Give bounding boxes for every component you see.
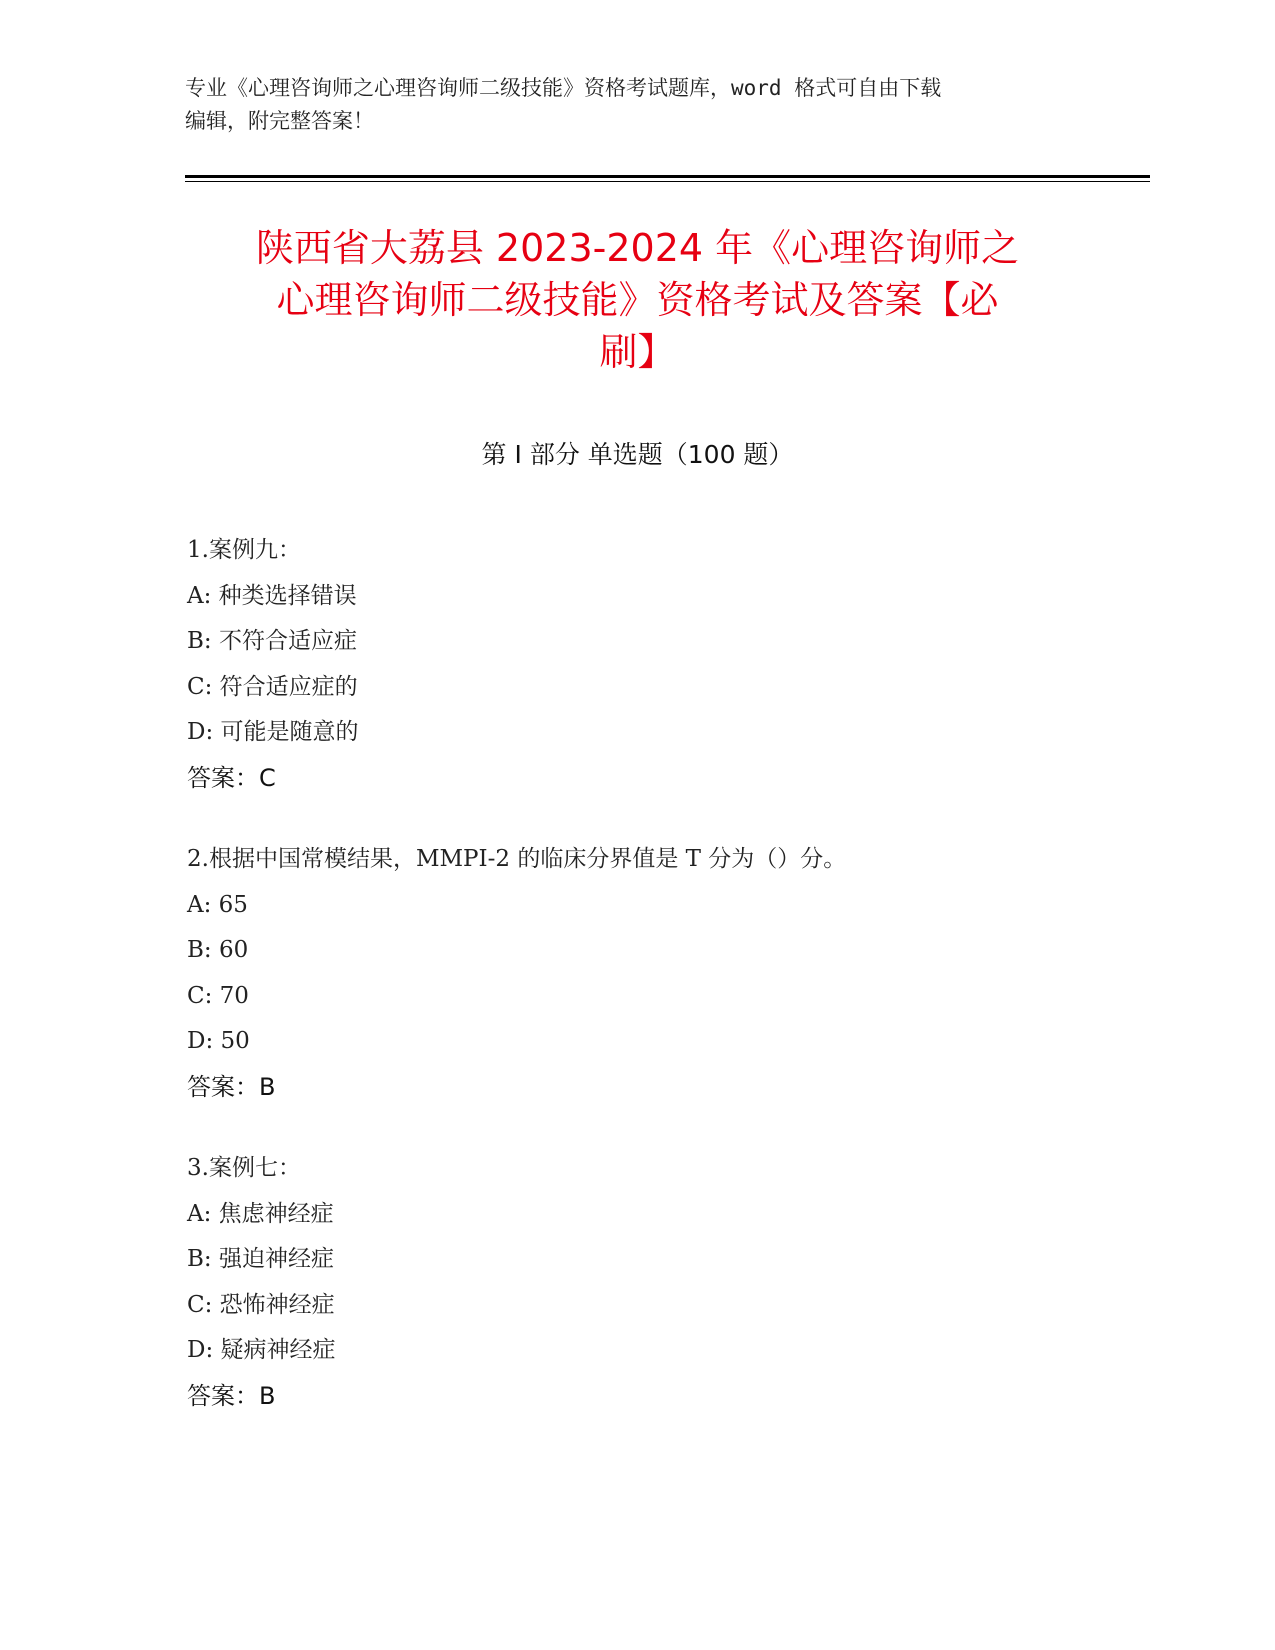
option-a: A: 焦虑神经症 xyxy=(187,1200,334,1227)
option-a: A: 种类选择错误 xyxy=(187,582,357,609)
option-d: D: 疑病神经症 xyxy=(187,1337,336,1363)
title-line-1: 陕西省大荔县 2023-2024 年《心理咨询师之 xyxy=(255,226,1020,270)
question-1 xyxy=(187,528,1147,801)
option-d: D: 50 xyxy=(187,1028,250,1054)
answer-line: 答案：B xyxy=(187,1072,276,1101)
section-title: 第 I 部分 单选题（100 题） xyxy=(481,440,794,469)
option-c: C: 符合适应症的 xyxy=(187,673,358,700)
option-d: D: 可能是随意的 xyxy=(187,719,359,745)
option-b: B: 强迫神经症 xyxy=(187,1246,334,1272)
header-divider-thin xyxy=(185,181,1150,182)
option-b: B: 60 xyxy=(187,937,249,963)
option-c: C: 70 xyxy=(187,982,249,1009)
option-b: B: 不符合适应症 xyxy=(187,628,357,654)
title-line-3: 刷】 xyxy=(599,330,676,374)
question-list xyxy=(187,528,1147,1455)
option-c: C: 恐怖神经症 xyxy=(187,1291,335,1318)
header-note-line-1: 专业《心理咨询师之心理咨询师二级技能》资格考试题库，word 格式可自由下载 xyxy=(185,76,942,100)
question-stem: 1.案例九： xyxy=(187,537,301,563)
answer-line: 答案：B xyxy=(187,1381,276,1410)
document-title xyxy=(160,222,1115,378)
header-note xyxy=(185,72,1085,138)
question-stem: 3.案例七： xyxy=(187,1155,301,1181)
header-note-line-2: 编辑，附完整答案！ xyxy=(185,109,374,133)
question-2 xyxy=(187,837,1147,1110)
question-3 xyxy=(187,1146,1147,1419)
option-a: A: 65 xyxy=(187,891,248,918)
title-line-2: 心理咨询师二级技能》资格考试及答案【必 xyxy=(276,278,999,322)
question-stem: 2.根据中国常模结果，MMPI-2 的临床分界值是 T 分为（）分。 xyxy=(187,846,847,872)
header-divider-thick xyxy=(185,175,1150,178)
answer-line: 答案：C xyxy=(187,763,276,792)
